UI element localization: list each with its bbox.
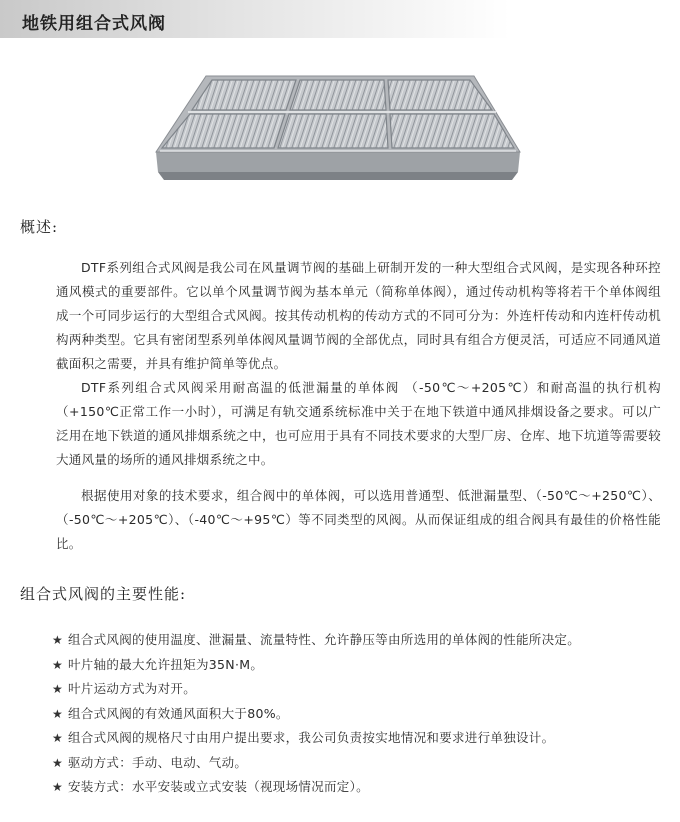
page-title: 地铁用组合式风阀 bbox=[22, 14, 166, 34]
overview-paragraph: DTF系列组合式风阀是我公司在风量调节阀的基础上研制开发的一种大型组合式风阀，是实现各种环控通风模式的重要部件。它以单个风量调节阀为基本单元（简称单体阀），通过传动机构等将若干个单体阀组成一个可同步运行的大型组合式风阀。按其传动机构的传动方式的不同可分为：外连杆传动和内连杆传动机构两种类型。它具有密闭型系列单体阀风量调节阀的全部优点，同时具有组合方便灵活，可适应不同通风道截面积之需要，并具有维护简单等优点。 bbox=[56, 260, 661, 371]
list-item: ★ 安装方式：水平安装或立式安装（视现场情况而定）。 bbox=[52, 775, 662, 800]
list-item: ★ 组合式风阀的规格尺寸由用户提出要求，我公司负责按实地情况和要求进行单独设计。 bbox=[52, 726, 662, 751]
list-item: ★ 叶片轴的最大允许扭矩为35N·M。 bbox=[52, 653, 662, 678]
overview-paragraph: DTF系列组合式风阀采用耐高温的低泄漏量的单体阀 （-50℃～+205℃）和耐高温的执行机构（+150℃正常工作一小时），可满足有轨交通系统标准中关于在地下铁道中通风排烟设备之要求。可以广泛用在地下铁道的通风排烟系统之中，也可应用于具有不同技术要求的大型厂房、仓库、地下坑道等需要较大通风量的场所的通风排烟系统之中。 bbox=[56, 380, 661, 467]
damper-panel bbox=[278, 114, 388, 148]
star-icon: ★ bbox=[52, 682, 64, 696]
performance-list bbox=[52, 628, 662, 800]
damper-panel bbox=[290, 80, 386, 110]
list-item: ★ 组合式风阀的使用温度、泄漏量、流量特性、允许静压等由所选用的单体阀的性能所决定。 bbox=[52, 628, 662, 653]
star-icon: ★ bbox=[52, 755, 64, 770]
list-item: ★ 驱动方式：手动、电动、气动。 bbox=[52, 751, 662, 776]
damper-assembly-illustration bbox=[148, 72, 528, 192]
star-icon: ★ bbox=[52, 633, 64, 647]
overview-heading: 概述: bbox=[20, 218, 59, 236]
star-icon: ★ bbox=[52, 731, 64, 745]
star-icon: ★ bbox=[52, 706, 64, 721]
performance-heading: 组合式风阀的主要性能: bbox=[20, 585, 187, 603]
list-item: ★ 组合式风阀的有效通风面积大于80%。 bbox=[52, 702, 662, 727]
star-icon: ★ bbox=[52, 657, 64, 672]
list-item: ★ 叶片运动方式为对开。 bbox=[52, 677, 662, 702]
star-icon: ★ bbox=[52, 780, 64, 794]
damper-panel bbox=[390, 114, 514, 148]
overview-paragraph: 根据使用对象的技术要求，组合阀中的单体阀，可以选用普通型、低泄漏量型、（-50℃～+250℃）、（-50℃～+205℃）、（-40℃～+95℃）等不同类型的风阀。从而保证组成的组合阀具有最佳的价格性能比。 bbox=[56, 488, 661, 551]
